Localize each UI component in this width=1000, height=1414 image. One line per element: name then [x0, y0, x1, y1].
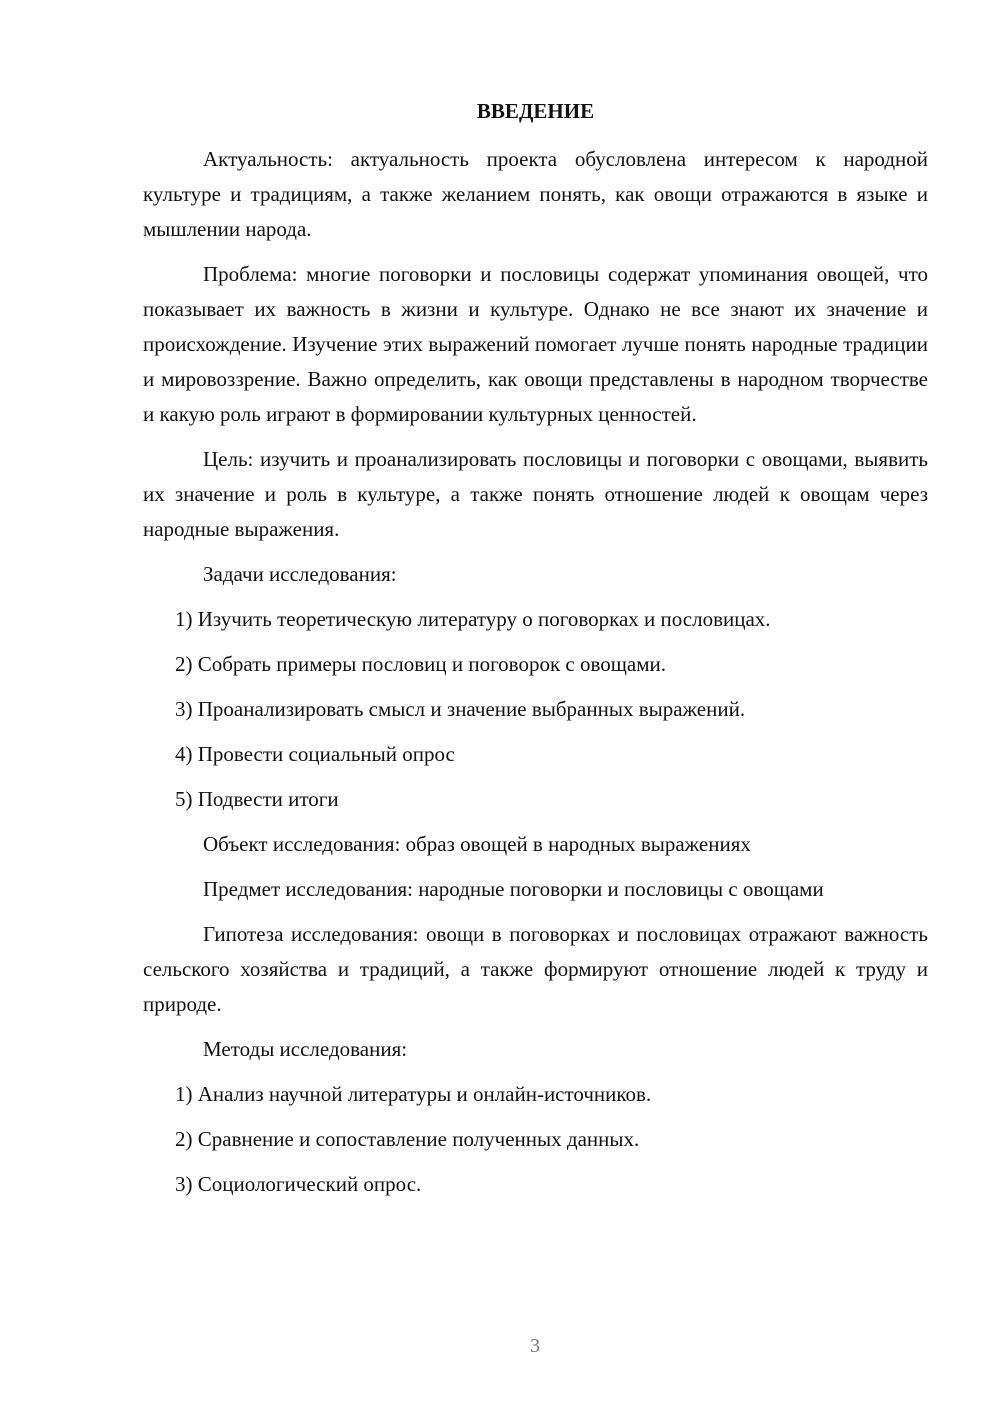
problem-paragraph: Проблема: многие поговорки и пословицы содержат упоминания овощей, что показывает их важность в жизни и культуре. Однако не все знают их значение и происхождение. Изучение этих выражений помогает лучше понять народные традиции и мировоззрение. Важно определить, как овощи представлены в народном творчестве и какую роль играют в формировании культурных ценностей.: [143, 262, 928, 426]
method-item: 3) Социологический опрос.: [175, 1172, 422, 1196]
subject-paragraph: Предмет исследования: народные поговорки и пословицы с овощами: [203, 877, 824, 901]
method-item: 1) Анализ научной литературы и онлайн-источников.: [175, 1082, 652, 1106]
page-number: 3: [530, 1335, 540, 1357]
tasks-heading: Задачи исследования:: [203, 562, 397, 586]
task-item: 5) Подвести итоги: [175, 787, 339, 811]
page-content: [143, 96, 928, 1212]
task-item: 4) Провести социальный опрос: [175, 742, 455, 766]
task-item: 1) Изучить теоретическую литературу о поговорках и пословицах.: [175, 607, 771, 631]
method-item: 2) Сравнение и сопоставление полученных данных.: [175, 1127, 640, 1151]
hypothesis-paragraph: Гипотеза исследования: овощи в поговорках и пословицах отражают важность сельского хозяйства и традиций, а также формируют отношение людей к труду и природе.: [143, 922, 928, 1016]
task-item: 2) Собрать примеры пословиц и поговорок с овощами.: [175, 652, 667, 676]
relevance-paragraph: Актуальность: актуальность проекта обусловлена интересом к народной культуре и традициям, а также желанием понять, как овощи отражаются в языке и мышлении народа.: [143, 147, 928, 241]
methods-list: [143, 1077, 928, 1202]
tasks-list: [143, 602, 928, 817]
section-title: ВВЕДЕНИЕ: [476, 99, 595, 123]
object-paragraph: Объект исследования: образ овощей в народных выражениях: [203, 832, 751, 856]
goal-paragraph: Цель: изучить и проанализировать пословицы и поговорки с овощами, выявить их значение и роль в культуре, а также понять отношение людей к овощам через народные выражения.: [143, 447, 928, 541]
task-item: 3) Проанализировать смысл и значение выбранных выражений.: [175, 697, 746, 721]
methods-heading: Методы исследования:: [203, 1037, 408, 1061]
